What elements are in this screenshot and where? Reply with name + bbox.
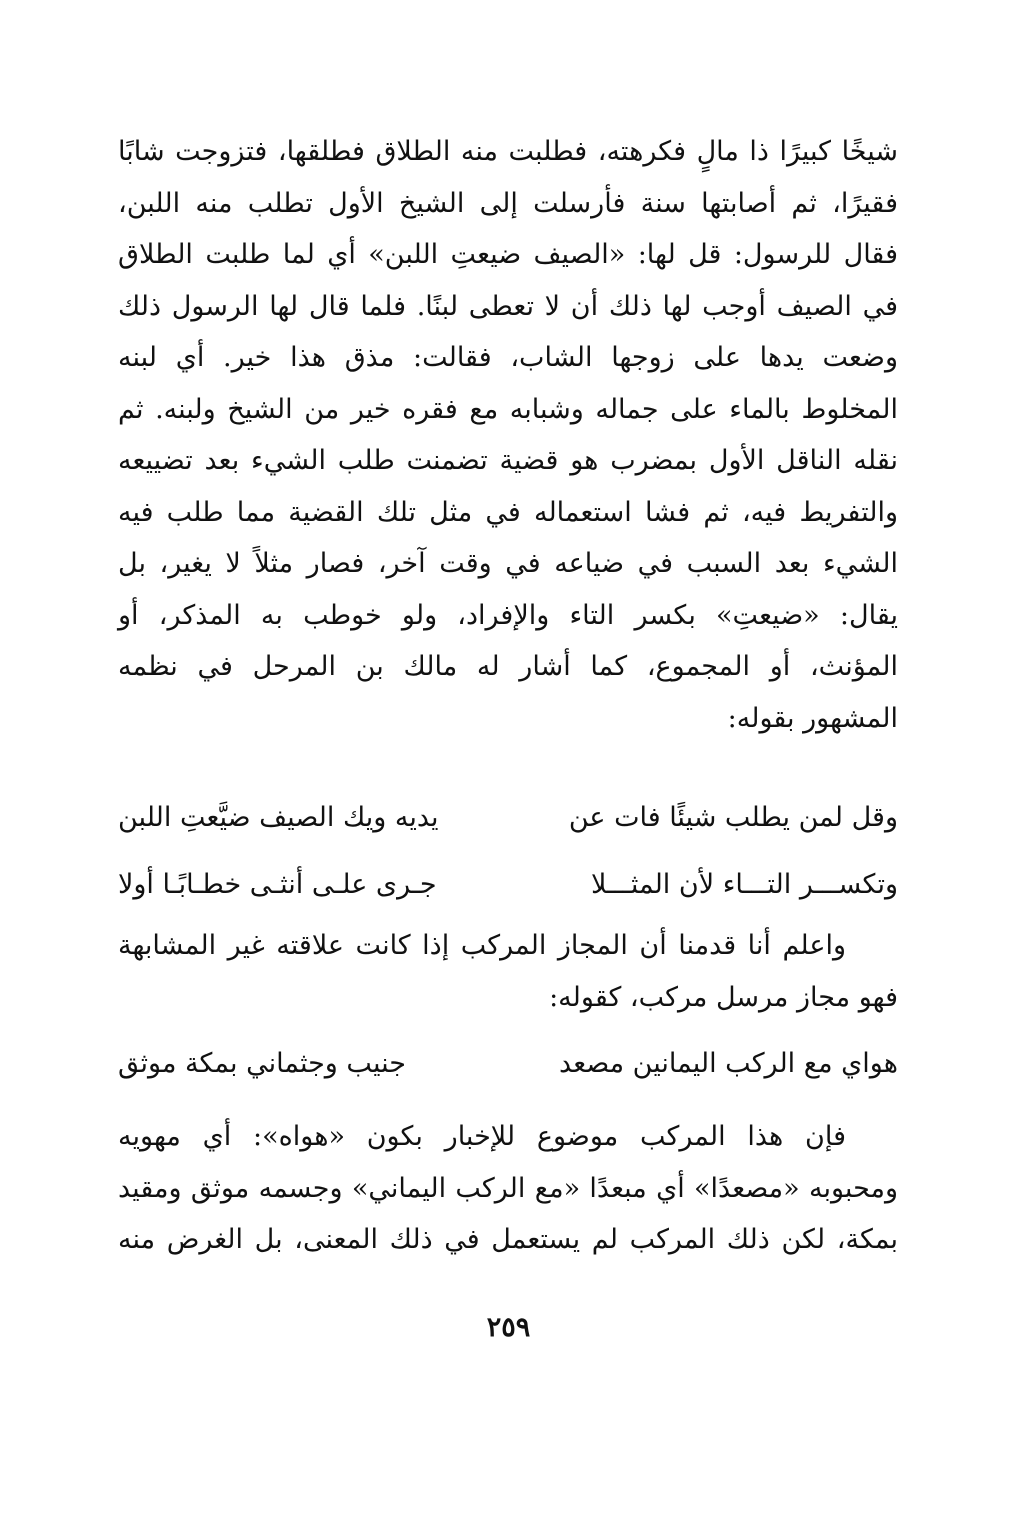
text-line: المؤنث، أو المجموع، كما أشار له مالك بن المرحل في نظمه xyxy=(118,651,898,682)
text-line: فقال للرسول: قل لها: «الصيف ضيعتِ اللبن» أي لما طلبت الطلاق xyxy=(118,239,898,270)
text-line: المشهور بقوله: xyxy=(727,702,898,734)
text-line: فقيرًا، ثم أصابتها سنة فأرسلت إلى الشيخ الأول تطلب منه اللبن، xyxy=(118,187,898,219)
paragraph-second xyxy=(118,920,898,1023)
text-line: يقال: «ضيعتِ» بكسر التاء والإفراد، ولو خوطب به المذكر، أو xyxy=(118,599,898,631)
text-line: الشيء بعد السبب في ضياعه في وقت آخر، فصار مثلاً لا يغير، بل xyxy=(118,548,898,579)
paragraph-third xyxy=(118,1111,898,1266)
text-line: واعلم أنا قدمنا أن المجاز المركب إذا كانت علاقته غير المشابهة xyxy=(118,930,846,961)
text-line: فهو مجاز مرسل مركب، كقوله: xyxy=(549,981,898,1013)
text-line: وضعت يدها على زوجها الشاب، فقالت: مذق هذا خير. أي لبنه xyxy=(118,342,898,373)
text-line: بمكة، لكن ذلك المركب لم يستعمل في ذلك المعنى، بل الغرض منه xyxy=(118,1224,898,1255)
verse-line xyxy=(118,1038,898,1089)
text-line: ومحبوبه «مصعدًا» أي مبعدًا «مع الركب اليماني» وجسمه موثق ومقيد xyxy=(118,1172,898,1204)
text-line: نقله الناقل الأول بمضرب هو قضية تضمنت طلب الشيء بعد تضييعه xyxy=(118,445,898,476)
verse-line xyxy=(118,792,898,843)
paragraph-intro xyxy=(118,126,898,744)
page-number: ٢٥٩ xyxy=(486,1312,531,1343)
verse-second-hemistich: يديه ويك الصيف ضيَّعتِ اللبن xyxy=(118,802,439,833)
verse-first-hemistich: هواي مع الركب اليمانين مصعد xyxy=(559,1048,898,1079)
verse-second-hemistich: جنيب وجثماني بمكة موثق xyxy=(118,1048,406,1079)
text-line: شيخًا كبيرًا ذا مالٍ فكرهته، فطلبت منه الطلاق فطلقها، فتزوجت شابًا xyxy=(118,136,898,167)
verse-line xyxy=(118,859,898,910)
text-line: في الصيف أوجب لها ذلك أن لا تعطى لبنًا. فلما قال لها الرسول ذلك xyxy=(118,290,898,322)
text-line: المخلوط بالماء على جماله وشبابه مع فقره خير من الشيخ ولبنه. ثم xyxy=(118,393,898,425)
verse-first-hemistich: وتكســـر التـــاء لأن المثـــلا xyxy=(590,869,898,900)
text-line: فإن هذا المركب موضوع للإخبار بكون «هواه»: أي مهويه xyxy=(118,1121,846,1152)
text-line: والتفريط فيه، ثم فشا استعماله في مثل تلك القضية مما طلب فيه xyxy=(118,496,898,528)
verse-first-hemistich: وقل لمن يطلب شيئًا فات عن xyxy=(568,802,898,833)
verse-second-hemistich: جـرى علـى أنثـى خطـابًـا أولا xyxy=(118,869,437,900)
